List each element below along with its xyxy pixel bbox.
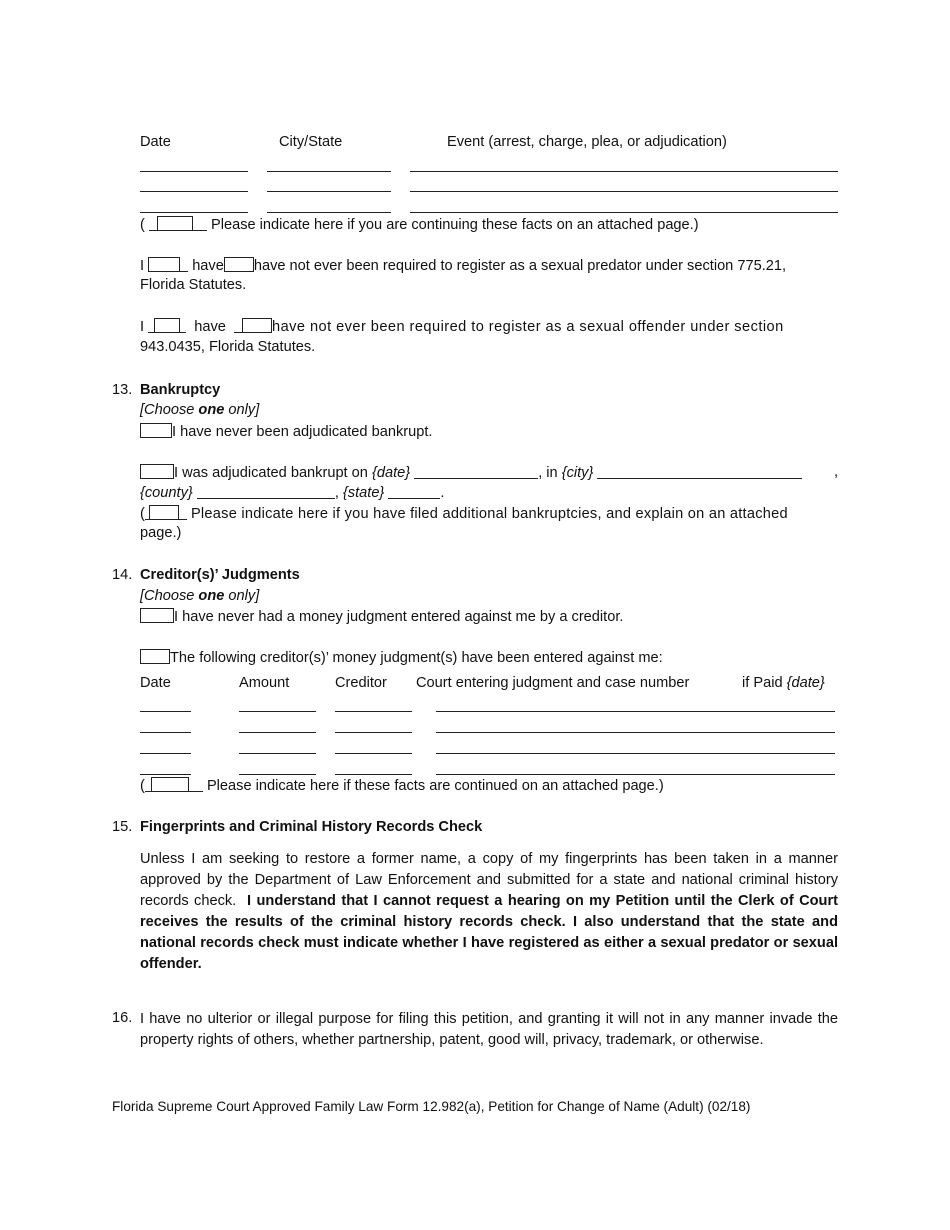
- events-continue-checkbox[interactable]: [157, 216, 193, 231]
- bankrupt-adjudicated-row: I was adjudicated bankrupt on {date} , in {city} ,: [140, 464, 838, 481]
- judgment-continue-row: ( Please indicate here if these facts are continued on an attached page.): [140, 778, 664, 794]
- header-date: Date: [140, 134, 171, 150]
- city-field-1[interactable]: [267, 171, 391, 172]
- predator-i: I: [140, 258, 145, 274]
- event-field-3[interactable]: [410, 212, 838, 213]
- judgment-court-field-3[interactable]: [436, 753, 835, 754]
- bankrupt-additional-line2: page.): [140, 525, 182, 541]
- predator-row: [140, 257, 786, 274]
- judgment-header-if-paid: if Paid {date}: [742, 675, 825, 691]
- bankrupt-additional-checkbox[interactable]: [149, 505, 179, 520]
- judgment-amount-field-4[interactable]: [239, 774, 316, 775]
- judgment-header-amount: Amount: [239, 675, 290, 691]
- judgment-amount-field-3[interactable]: [239, 753, 316, 754]
- judgment-amount-field-1[interactable]: [239, 711, 316, 712]
- bankrupt-additional-row: ( Please indicate here if you have filed additional bankruptcies, and explain on an attached: [140, 506, 788, 522]
- predator-line2: Florida Statutes.: [140, 277, 247, 293]
- city-field-2[interactable]: [267, 191, 391, 192]
- bankrupt-city-field[interactable]: [597, 464, 802, 479]
- bankrupt-never-label: I have never been adjudicated bankrupt.: [172, 424, 433, 440]
- section-15-text: [140, 849, 838, 975]
- judgment-creditor-field-4[interactable]: [335, 774, 412, 775]
- offender-have-checkbox[interactable]: [154, 318, 180, 333]
- judgment-creditor-field-1[interactable]: [335, 711, 412, 712]
- section-16-text: I have no ulterior or illegal purpose for filing this petition, and granting it will not in any manner invade the property rights of others, whether partnership, patent, good will, privacy, trademark, or otherwise.: [140, 1011, 838, 1048]
- bankrupt-never-row: [140, 423, 432, 440]
- bankrupt-county-state-row: {county} , {state} .: [140, 485, 445, 501]
- section-15-text-bold: I understand that I cannot request a hearing on my Petition until the Clerk of Court receives the results of the criminal history records check. I also understand that the state and national records check must indicate whether I have registered as either a sexual predator or sexual offender.: [140, 893, 839, 972]
- judgment-date-field-3[interactable]: [140, 753, 191, 754]
- events-continue-row: ( Please indicate here if you are continuing these facts on an attached page.): [140, 217, 699, 233]
- section-13-number: 13.: [112, 382, 133, 398]
- section-14-choose: [Choose one only]: [140, 588, 260, 604]
- section-15-title: Fingerprints and Criminal History Records Check: [140, 819, 483, 835]
- judgment-entered-label: The following creditor(s)’ money judgment(s) have been entered against me:: [170, 650, 663, 666]
- header-event: Event (arrest, charge, plea, or adjudication): [447, 134, 727, 150]
- judgment-creditor-field-2[interactable]: [335, 732, 412, 733]
- judgment-continue-checkbox[interactable]: [151, 777, 189, 792]
- judgment-entered-row: [140, 649, 663, 666]
- section-13-title: Bankruptcy: [140, 382, 221, 398]
- judgment-date-field-4[interactable]: [140, 774, 191, 775]
- form-footer: Florida Supreme Court Approved Family Law Form 12.982(a), Petition for Change of Name (Adult) (02/18): [112, 1099, 751, 1114]
- bankrupt-never-checkbox[interactable]: [140, 423, 172, 438]
- header-city-state: City/State: [279, 134, 343, 150]
- predator-have-not-checkbox[interactable]: [224, 257, 254, 272]
- date-field-3[interactable]: [140, 212, 248, 213]
- judgment-entered-checkbox[interactable]: [140, 649, 170, 664]
- predator-have-checkbox[interactable]: [148, 257, 180, 272]
- event-field-2[interactable]: [410, 191, 838, 192]
- offender-have-not-checkbox[interactable]: [242, 318, 272, 333]
- bankrupt-date-field[interactable]: [414, 464, 538, 479]
- judgment-date-field-2[interactable]: [140, 732, 191, 733]
- judgment-date-field-1[interactable]: [140, 711, 191, 712]
- offender-line2: 943.0435, Florida Statutes.: [140, 339, 316, 355]
- judgment-header-creditor: Creditor: [335, 675, 387, 691]
- judgment-never-checkbox[interactable]: [140, 608, 174, 623]
- event-field-1[interactable]: [410, 171, 838, 172]
- predator-text: have not ever been required to register as a sexual predator under section 775.21,: [253, 258, 787, 274]
- offender-have-label: have: [194, 319, 226, 335]
- judgment-court-field-1[interactable]: [436, 711, 835, 712]
- city-field-3[interactable]: [267, 212, 391, 213]
- judgment-court-field-2[interactable]: [436, 732, 835, 733]
- section-14-title: Creditor(s)’ Judgments: [140, 567, 300, 583]
- section-15-text-normal: Unless I am seeking to restore a former name, a copy of my fingerprints has been taken in a manner approved by the Department of Law Enforcement and submitted for a state and national criminal history records check.: [140, 851, 838, 909]
- judgment-creditor-field-3[interactable]: [335, 753, 412, 754]
- judgment-continue-note: Please indicate here if these facts are continued on an attached page.): [206, 778, 664, 794]
- bankrupt-adjudicated-checkbox[interactable]: [140, 464, 174, 479]
- judgment-never-row: [140, 608, 623, 625]
- offender-row: [140, 318, 838, 335]
- offender-text: have not ever been required to register as a sexual offender under section: [272, 319, 784, 335]
- predator-have-label: have: [192, 258, 224, 274]
- judgment-header-court: Court entering judgment and case number: [416, 675, 690, 691]
- section-14-number: 14.: [112, 567, 133, 583]
- date-field-1[interactable]: [140, 171, 248, 172]
- judgment-header-date: Date: [140, 675, 171, 691]
- judgment-court-field-4[interactable]: [436, 774, 835, 775]
- offender-i: I: [140, 319, 145, 335]
- section-13-choose: [Choose one only]: [140, 402, 260, 418]
- bankrupt-state-field[interactable]: [388, 484, 440, 499]
- section-15-number: 15.: [112, 819, 133, 835]
- judgment-amount-field-2[interactable]: [239, 732, 316, 733]
- date-field-2[interactable]: [140, 191, 248, 192]
- judgment-never-label: I have never had a money judgment entered against me by a creditor.: [174, 609, 624, 625]
- bankrupt-county-field[interactable]: [197, 484, 335, 499]
- events-continue-note: Please indicate here if you are continuing these facts on an attached page.): [210, 217, 699, 233]
- section-16-number: 16.: [112, 1010, 133, 1026]
